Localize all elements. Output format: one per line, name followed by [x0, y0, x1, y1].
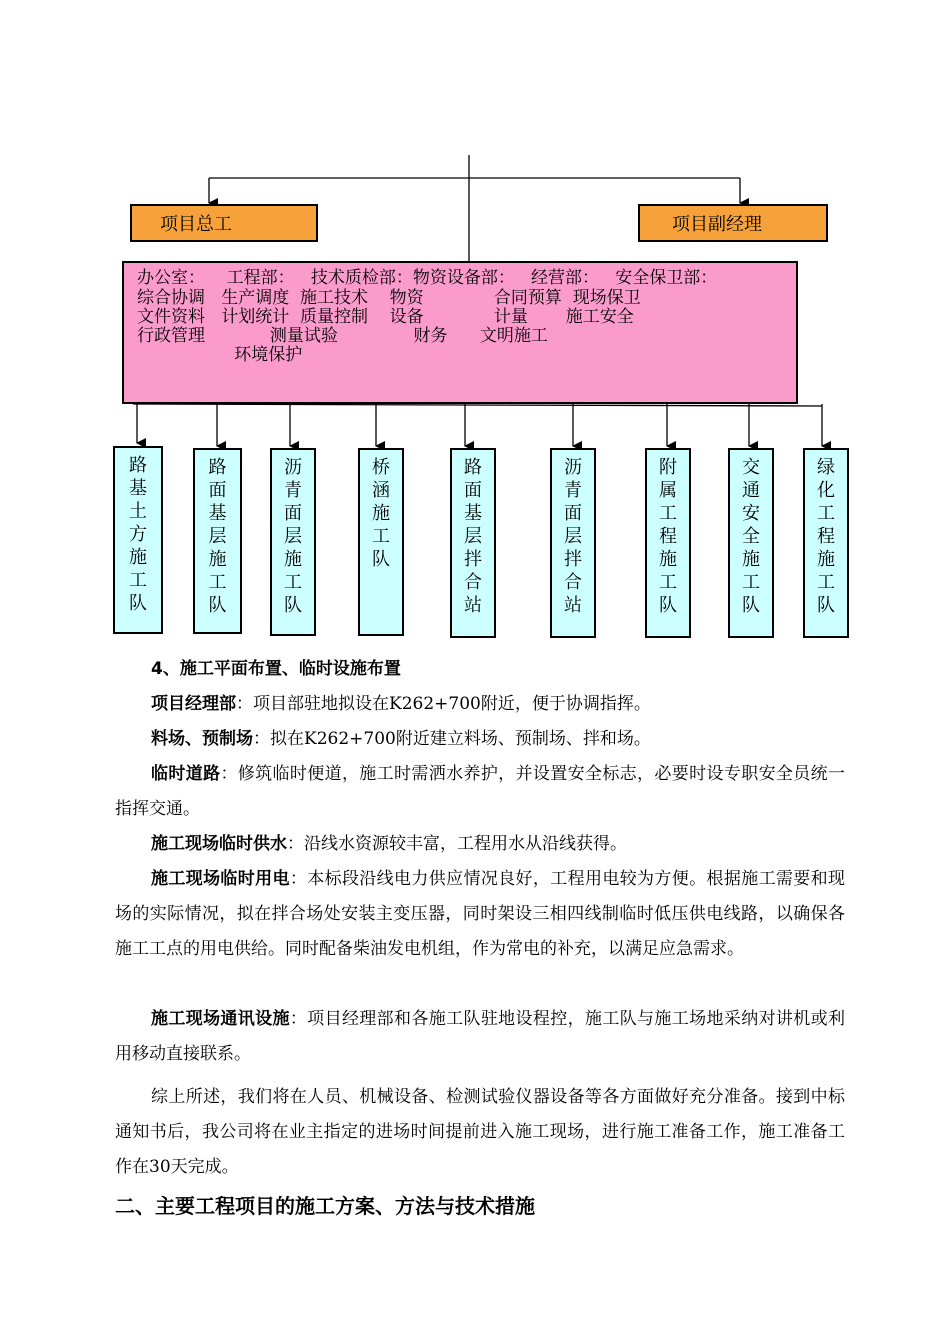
p5-label: 施工现场临时用电	[151, 869, 290, 889]
chief-engineer-label: 项目总工	[160, 214, 232, 235]
paragraph	[115, 862, 845, 967]
p3-text: ：修筑临时便道，施工时需洒水养护，并设置安全标志，必要时设专职安全员统一指挥交通。	[115, 764, 845, 819]
team-label: 沥青面层施工队	[284, 457, 302, 616]
p6-label: 施工现场通讯设施	[151, 1009, 290, 1029]
team-box	[450, 448, 496, 638]
p5-text: ：本标段沿线电力供应情况良好，工程用电较为方便。根据施工需要和现场的实际情况，拟在拌合场处安装主变压器，同时架设三相四线制临时低压供电线路，以确保各施工工点的用电供给。同时配备柴油发电机组，作为常电的补充，以满足应急需求。	[115, 869, 846, 959]
dept-line-3: 文件资料 计划统计 质量控制 设备 计量 施工安全	[137, 307, 634, 327]
team-box	[550, 448, 596, 638]
section2-heading: 二、主要工程项目的施工方案、方法与技术措施	[115, 1194, 535, 1218]
team-label: 交通安全施工队	[742, 457, 760, 616]
dept-line-4: 行政管理 测量试验 财务 文明施工	[137, 326, 548, 346]
p4-label: 施工现场临时供水	[151, 834, 287, 854]
p2-label: 料场、预制场	[151, 729, 253, 749]
team-box	[645, 448, 691, 638]
paragraph	[115, 1080, 845, 1185]
team-box	[728, 448, 774, 638]
team-box	[270, 448, 316, 636]
team-label: 路基土方施工队	[129, 455, 147, 614]
deputy-manager-box	[638, 204, 828, 242]
paragraph	[115, 687, 845, 722]
p6-text: ：项目经理部和各施工队驻地设程控，施工队与施工场地采纳对讲机或利用移动直接联系。	[115, 1009, 846, 1064]
paragraph	[115, 827, 845, 862]
team-label: 绿化工程施工队	[817, 457, 835, 616]
team-label: 沥青面层拌合站	[564, 457, 582, 616]
p3-label: 临时道路	[151, 764, 221, 784]
p1-label: 项目经理部	[151, 694, 236, 714]
section4-title: 4、施工平面布置、临时设施布置	[151, 659, 401, 679]
team-box	[113, 446, 163, 634]
team-label: 桥涵施工队	[372, 457, 390, 570]
dept-line-2: 综合协调 生产调度 施工技术 物资 合同预算 现场保卫	[137, 288, 641, 308]
paragraph	[115, 1002, 845, 1072]
team-box	[803, 448, 849, 638]
paragraph	[115, 757, 845, 827]
chief-engineer-box	[130, 204, 318, 242]
deputy-manager-label: 项目副经理	[672, 214, 762, 235]
p4-text: ：沿线水资源较丰富，工程用水从沿线获得。	[287, 834, 627, 854]
p1-text: ：项目部驻地拟设在K262+700附近，便于协调指挥。	[236, 694, 651, 714]
team-box	[193, 448, 242, 634]
team-label: 附属工程施工队	[659, 457, 677, 616]
p2-text: ：拟在K262+700附近建立料场、预制场、拌和场。	[253, 729, 651, 749]
dept-line-5: 环境保护	[137, 345, 303, 365]
dept-line-1: 办公室： 工程部： 技术质检部：物资设备部： 经营部： 安全保卫部：	[137, 268, 718, 288]
team-label: 路面基层施工队	[208, 457, 227, 616]
p7-text: 综上所述，我们将在人员、机械设备、检测试验仪器设备等各方面做好充分准备。接到中标通知书后，我公司将在业主指定的进场时间提前进入施工现场，进行施工准备工作，施工准备工作在30天完成。	[115, 1087, 845, 1177]
paragraph	[115, 722, 845, 757]
team-box	[358, 448, 404, 636]
team-label: 路面基层拌合站	[464, 457, 482, 616]
section4-title-row	[115, 652, 845, 687]
